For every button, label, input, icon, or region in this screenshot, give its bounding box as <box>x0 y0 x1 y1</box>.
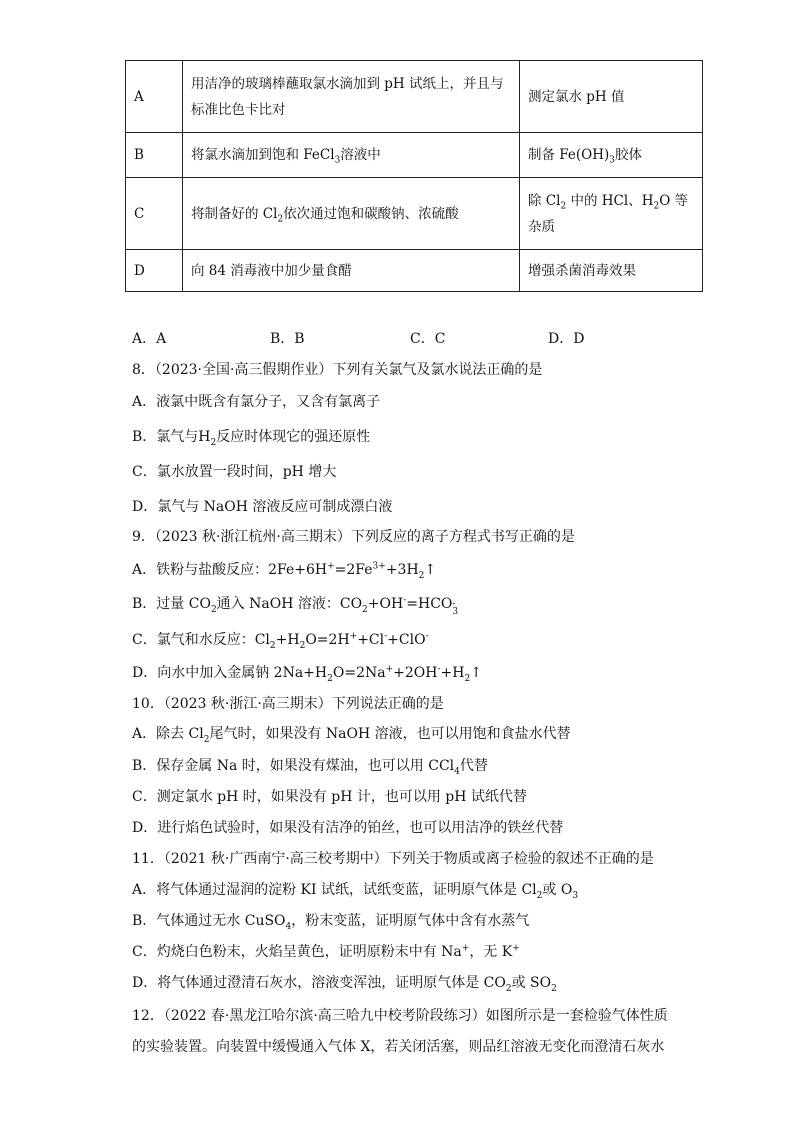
q9-option-d: D．向水中加入金属钠 $2Na+H_2O=2Na^++2OH^-+H_2↑$ <box>132 664 482 684</box>
q9-option-a: A．铁粉与盐酸反应：$2Fe+6H^+=2Fe^{3+}+3H_2↑$ <box>132 561 437 581</box>
q11-option-d: D．将气体通过澄清石灰水，溶液变浑浊，证明原气体是 $CO_2$或 $SO_2$ <box>132 975 557 994</box>
q9-option-b: B．过量 $CO_2$通入 NaOH 溶液：$CO_2+OH^-=HCO$ - 3 <box>132 595 459 617</box>
purpose-cell: 测定氯水 pH 值 <box>520 61 703 133</box>
q10-option-d: D．进行焰色试验时，如果没有洁净的铂丝，也可以用洁净的铁丝代替 <box>132 820 564 836</box>
q10-option-a: A．除去 $Cl_2$尾气时，如果没有 NaOH 溶液，也可以用饱和食盐水代替 <box>132 726 571 745</box>
q8-option-d: D．氯气与 NaOH 溶液反应可制成漂白液 <box>132 499 393 515</box>
experiment-table <box>125 60 703 292</box>
q9-stem: 9．（2023 秋·浙江杭州·高三期末）下列反应的离子方程式书写正确的是 <box>132 529 575 545</box>
row-label: A <box>126 61 183 133</box>
q10-stem: 10．（2023 秋·浙江·高三期末）下列说法正确的是 <box>132 696 444 712</box>
q11-option-b: B．气体通过无水 CuSO$_4$，粉末变蓝，证明原气体中含有水蒸气 <box>132 913 530 932</box>
q12-stem-line1: 12．（2022 春·黑龙江哈尔滨·高三哈九中校考阶段练习）如图所示是一套检验气体性质 <box>132 1008 668 1024</box>
purpose-cell: 增强杀菌消毒效果 <box>520 250 703 292</box>
q7-option-b: B．B <box>270 331 305 347</box>
q8-option-a: A．液氯中既含有氯分子，又含有氯离子 <box>132 394 381 410</box>
row-label: B <box>126 133 183 178</box>
q12-stem-line2: 的实验装置。向装置中缓慢通入气体 X，若关闭活塞，则品红溶液无变化而澄清石灰水 <box>132 1039 665 1055</box>
operation-cell: 将氯水滴加到饱和 FeCl$_3$溶液中 <box>183 133 520 178</box>
q7-option-d: D．D <box>548 331 585 347</box>
table-row <box>126 250 703 292</box>
q8-option-b: B．氯气与$H_2$反应时体现它的强还原性 <box>132 429 371 448</box>
q10-option-b: B．保存金属 Na 时，如果没有煤油，也可以用 CCl$_4$代替 <box>132 758 488 777</box>
row-label: D <box>126 250 183 292</box>
q11-option-a: A．将气体通过湿润的淀粉 KI 试纸，试纸变蓝，证明原气体是 $Cl_2$或 $O_3$ <box>132 882 579 901</box>
q7-option-a: A．A <box>132 331 167 347</box>
purpose-cell: 制备 $Fe(OH)_3$胶体 <box>520 133 703 178</box>
q8-stem: 8．（2023·全国·高三假期作业）下列有关氯气及氯水说法正确的是 <box>132 362 543 378</box>
table-row <box>126 133 703 178</box>
operation-cell: 将制备好的 $Cl_2$依次通过饱和碳酸钠、浓硫酸 <box>183 178 520 250</box>
q8-option-c: C．氯水放置一段时间，pH 增大 <box>132 464 337 480</box>
table-row <box>126 61 703 133</box>
q11-stem: 11．（2021 秋·广西南宁·高三校考期中）下列关于物质或离子检验的叙述不正确的是 <box>132 851 654 867</box>
purpose-cell: 除 $Cl_2$ 中的 HCl、$H_2O$ 等 杂质 <box>520 178 703 250</box>
q11-option-c: C．灼烧白色粉末，火焰呈黄色，证明原粉末中有 Na+，无 K+ <box>132 943 520 960</box>
q7-option-c: C．C <box>410 331 446 347</box>
operation-cell: 向 84 消毒液中加少量食醋 <box>183 250 520 292</box>
q10-option-c: C．测定氯水 pH 时，如果没有 pH 计，也可以用 pH 试纸代替 <box>132 789 527 805</box>
operation-cell: 用洁净的玻璃棒蘸取氯水滴加到 pH 试纸上，并且与 标准比色卡比对 <box>183 61 520 133</box>
q9-option-c: C．氯气和水反应：$Cl_2+H_2O=2H^++Cl^-+ClO^-$ <box>132 631 429 651</box>
row-label: C <box>126 178 183 250</box>
table-row <box>126 178 703 250</box>
